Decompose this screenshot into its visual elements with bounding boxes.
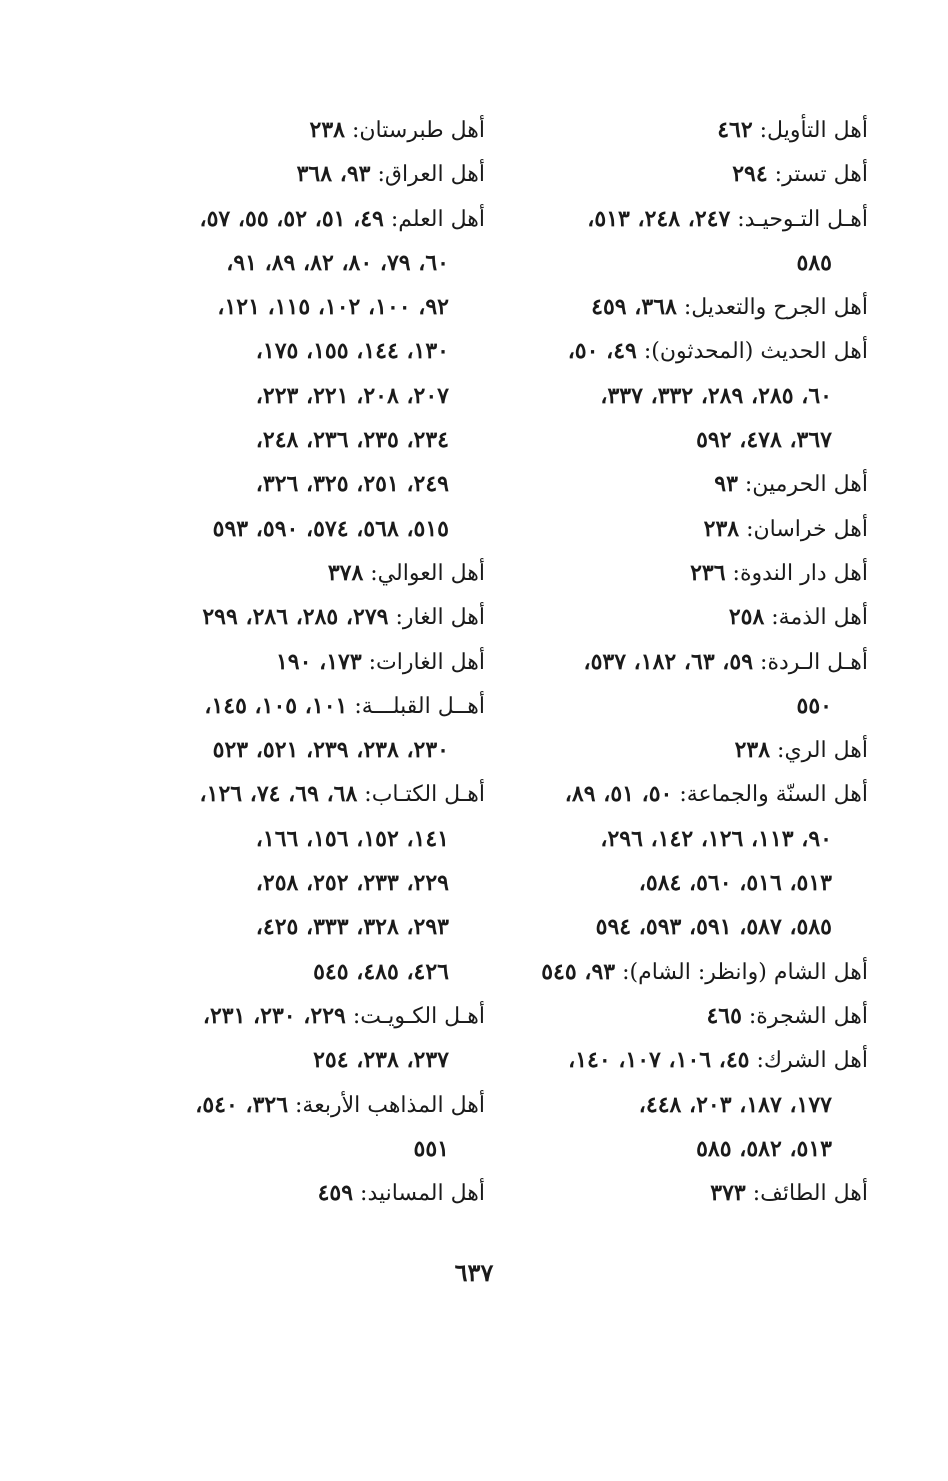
index-page-refs: ٩٣، ٣٦٨ — [296, 161, 371, 188]
index-page-refs: ٥١٥، ٥٦٨، ٥٧٤، ٥٩٠، ٥٩٣ — [212, 515, 449, 542]
index-term: أهل الحرمين: — [737, 472, 868, 498]
index-term: أهل العلم: — [383, 206, 485, 232]
index-continuation-line — [533, 1083, 868, 1127]
index-continuation-line — [160, 1038, 485, 1082]
index-continuation-line — [160, 462, 485, 506]
index-page-refs: ٩٣ — [714, 471, 738, 498]
index-page-refs: ٩٢، ١٠٠، ١٠٢، ١١٥، ١٢١، — [217, 294, 449, 321]
index-continuation-line — [533, 241, 868, 285]
index-term: أهل المسانيد: — [353, 1181, 485, 1207]
index-page-refs: ٥٨٥ — [796, 249, 832, 276]
index-continuation-line — [533, 684, 868, 728]
index-page-refs: ٦٠، ٧٩، ٨٠، ٨٢، ٨٩، ٩١، — [226, 249, 449, 276]
index-continuation-line — [160, 285, 485, 329]
index-entry — [160, 197, 485, 241]
index-term: أهل المذاهب الأربعة: — [288, 1092, 485, 1118]
index-entry — [160, 994, 485, 1038]
index-page-refs: ٦٠، ٢٨٥، ٢٨٩، ٣٣٢، ٣٣٧، — [600, 382, 832, 409]
index-page-refs: ٤٦٥ — [706, 1002, 742, 1029]
index-term: أهل الغارات: — [361, 649, 485, 675]
index-page-refs: ٢٢٩، ٢٣٣، ٢٥٢، ٢٥٨، — [255, 870, 449, 897]
index-page-refs: ٢٤٩، ٢٥١، ٣٢٥، ٣٢٦، — [255, 471, 449, 498]
index-entry — [533, 329, 868, 373]
index-continuation-line — [160, 329, 485, 373]
index-column-left — [160, 108, 485, 1215]
index-term: أهـل الكـويـت: — [345, 1003, 485, 1029]
index-continuation-line — [160, 861, 485, 905]
index-page-refs: ٢٥٨ — [728, 604, 765, 631]
index-column-right — [533, 108, 868, 1215]
index-page-refs: ٩٠، ١١٣، ١٢٦، ١٤٢، ٢٩٦، — [600, 825, 832, 852]
index-term: أهل الري: — [770, 738, 868, 764]
index-term: أهـل التـوحيـد: — [730, 206, 868, 232]
index-page-refs: ٢٩٣، ٣٢٨، ٣٣٣، ٤٢٥، — [255, 914, 449, 941]
index-page-refs: ٢٣٤، ٢٣٥، ٢٣٦، ٢٤٨، — [255, 427, 449, 454]
index-entry — [160, 595, 485, 639]
index-entry — [160, 1083, 485, 1127]
index-term: أهل الحديث (المحدثون): — [636, 339, 868, 365]
index-term: أهل السنّة والجماعة: — [672, 782, 868, 808]
index-page-refs: ٢٣٨ — [309, 117, 345, 143]
index-entry — [533, 197, 868, 241]
index-page-refs: ٣٧٨ — [327, 559, 364, 586]
index-continuation-line — [533, 1127, 868, 1171]
index-term: أهل العوالي: — [363, 560, 485, 586]
index-page-refs: ١٠١، ١٠٥، ١٤٥، — [204, 692, 348, 719]
index-entry — [160, 684, 485, 728]
index-page-refs: ٦٨، ٦٩، ٧٤، ١٢٦، — [199, 781, 358, 808]
index-term: أهل الغار: — [388, 605, 485, 631]
index-page-refs: ١٣٠، ١٤٤، ١٥٥، ١٧٥، — [255, 338, 449, 365]
index-entry — [533, 950, 868, 994]
index-continuation-line — [533, 418, 868, 462]
index-entry — [533, 152, 868, 196]
index-continuation-line — [160, 817, 485, 861]
index-page-refs: ٢٣٠، ٢٣٨، ٢٣٩، ٥٢١، ٥٢٣ — [212, 737, 449, 764]
index-entry — [160, 1171, 485, 1215]
index-page-refs: ٤٥٩ — [317, 1180, 354, 1207]
index-page-refs: ٥٠، ٥١، ٨٩، — [564, 781, 673, 808]
index-term: أهل الشرك: — [749, 1048, 868, 1074]
index-entry — [160, 551, 485, 595]
index-term: أهل طبرستان: — [345, 118, 485, 143]
index-page-refs: ٤٩، ٥٠، — [567, 338, 637, 365]
index-continuation-line — [533, 861, 868, 905]
index-term: أهل الطائف: — [745, 1181, 868, 1207]
index-page-refs: ٥١٣، ٥٨٢، ٥٨٥ — [696, 1135, 832, 1162]
index-page-refs: ٥٥٠ — [796, 692, 832, 719]
index-page-refs: ٤٩، ٥١، ٥٢، ٥٥، ٥٧، — [199, 205, 384, 232]
index-term: أهـل الـردة: — [753, 649, 868, 675]
index-entry — [533, 1171, 868, 1215]
index-page-refs: ٣٢٦، ٥٤٠، — [195, 1091, 289, 1118]
index-entry — [533, 462, 868, 506]
index-continuation-line — [160, 374, 485, 418]
index-page-refs: ١٧٣، ١٩٠ — [275, 648, 362, 675]
index-entry — [533, 640, 868, 684]
index-term: أهــل القبلـــة: — [347, 693, 485, 719]
index-entry — [533, 994, 868, 1038]
index-entry — [533, 772, 868, 816]
index-page-refs: ٥٨٥، ٥٨٧، ٥٩١، ٥٩٣، ٥٩٤ — [595, 914, 832, 941]
index-continuation-line — [533, 374, 868, 418]
index-term: أهل الجرح والتعديل: — [676, 295, 868, 321]
index-term: أهل دار الندوة: — [725, 560, 868, 586]
index-page-refs: ٤٥، ١٠٦، ١٠٧، ١٤٠، — [568, 1047, 750, 1074]
index-entry — [533, 595, 868, 639]
index-term: أهل الشام (وانظر: الشام): — [615, 959, 868, 985]
index-continuation-line — [533, 817, 868, 861]
index-page-refs: ٥٩، ٦٣، ١٨٢، ٥٣٧، — [583, 648, 754, 675]
index-page-refs: ٣٧٣ — [710, 1180, 746, 1207]
page-number: ٦٣٧ — [454, 1258, 494, 1287]
index-term: أهل الذمة: — [764, 605, 868, 631]
index-page-refs: ٢٧٩، ٢٨٥، ٢٨٦، ٢٩٩ — [202, 604, 389, 631]
index-page-refs: ٢٩٤ — [732, 161, 768, 188]
index-term: أهل خراسان: — [739, 516, 868, 542]
index-continuation-line — [160, 507, 485, 551]
index-entry — [533, 551, 868, 595]
index-page-refs: ٣٦٧، ٤٧٨، ٥٩٢ — [696, 427, 832, 454]
index-page-refs: ٢٣٦ — [690, 559, 726, 586]
index-entry — [160, 152, 485, 196]
index-continuation-line — [160, 1127, 485, 1171]
index-page-refs: ٣٦٨، ٤٥٩ — [591, 294, 677, 321]
index-term: أهل التأويل: — [752, 118, 868, 143]
index-term: أهل العراق: — [370, 162, 485, 188]
index-page-refs: ١٧٧، ١٨٧، ٢٠٣، ٤٤٨، — [638, 1091, 832, 1118]
index-page-refs: ٤٦٢ — [717, 117, 753, 143]
index-continuation-line — [160, 728, 485, 772]
index-entry — [533, 1038, 868, 1082]
index-page-refs: ٤٢٦، ٤٨٥، ٥٤٥ — [313, 958, 449, 985]
index-continuation-line — [533, 905, 868, 949]
index-term: أهل تستر: — [767, 162, 868, 188]
index-page-refs: ٢٣٧، ٢٣٨، ٢٥٤ — [313, 1047, 449, 1074]
index-page-refs: ٥١٣، ٥١٦، ٥٦٠، ٥٨٤، — [638, 870, 832, 897]
index-page-refs: ٥٥١ — [413, 1135, 449, 1162]
index-page-refs: ٢٠٧، ٢٠٨، ٢٢١، ٢٢٣، — [255, 382, 449, 409]
index-page-refs: ١٤١، ١٥٢، ١٥٦، ١٦٦، — [255, 825, 449, 852]
index-page-refs: ٢٢٩، ٢٣٠، ٢٣١، — [202, 1002, 346, 1029]
index-continuation-line — [160, 241, 485, 285]
index-entry — [160, 108, 485, 152]
index-entry — [533, 728, 868, 772]
index-term: أهـل الكتـاب: — [357, 782, 485, 808]
index-page-refs: ٢٣٨ — [734, 737, 771, 764]
index-term: أهل الشجرة: — [741, 1003, 868, 1029]
index-continuation-line — [160, 905, 485, 949]
index-continuation-line — [160, 950, 485, 994]
index-entry — [533, 108, 868, 152]
index-page-refs: ٢٣٨ — [703, 515, 740, 542]
index-page-refs: ٢٤٧، ٢٤٨، ٥١٣، — [587, 205, 731, 232]
index-entry — [160, 772, 485, 816]
index-page-refs: ٩٣، ٥٤٥ — [541, 958, 616, 985]
index-entry — [160, 640, 485, 684]
index-entry — [533, 507, 868, 551]
index-continuation-line — [160, 418, 485, 462]
index-entry — [533, 285, 868, 329]
